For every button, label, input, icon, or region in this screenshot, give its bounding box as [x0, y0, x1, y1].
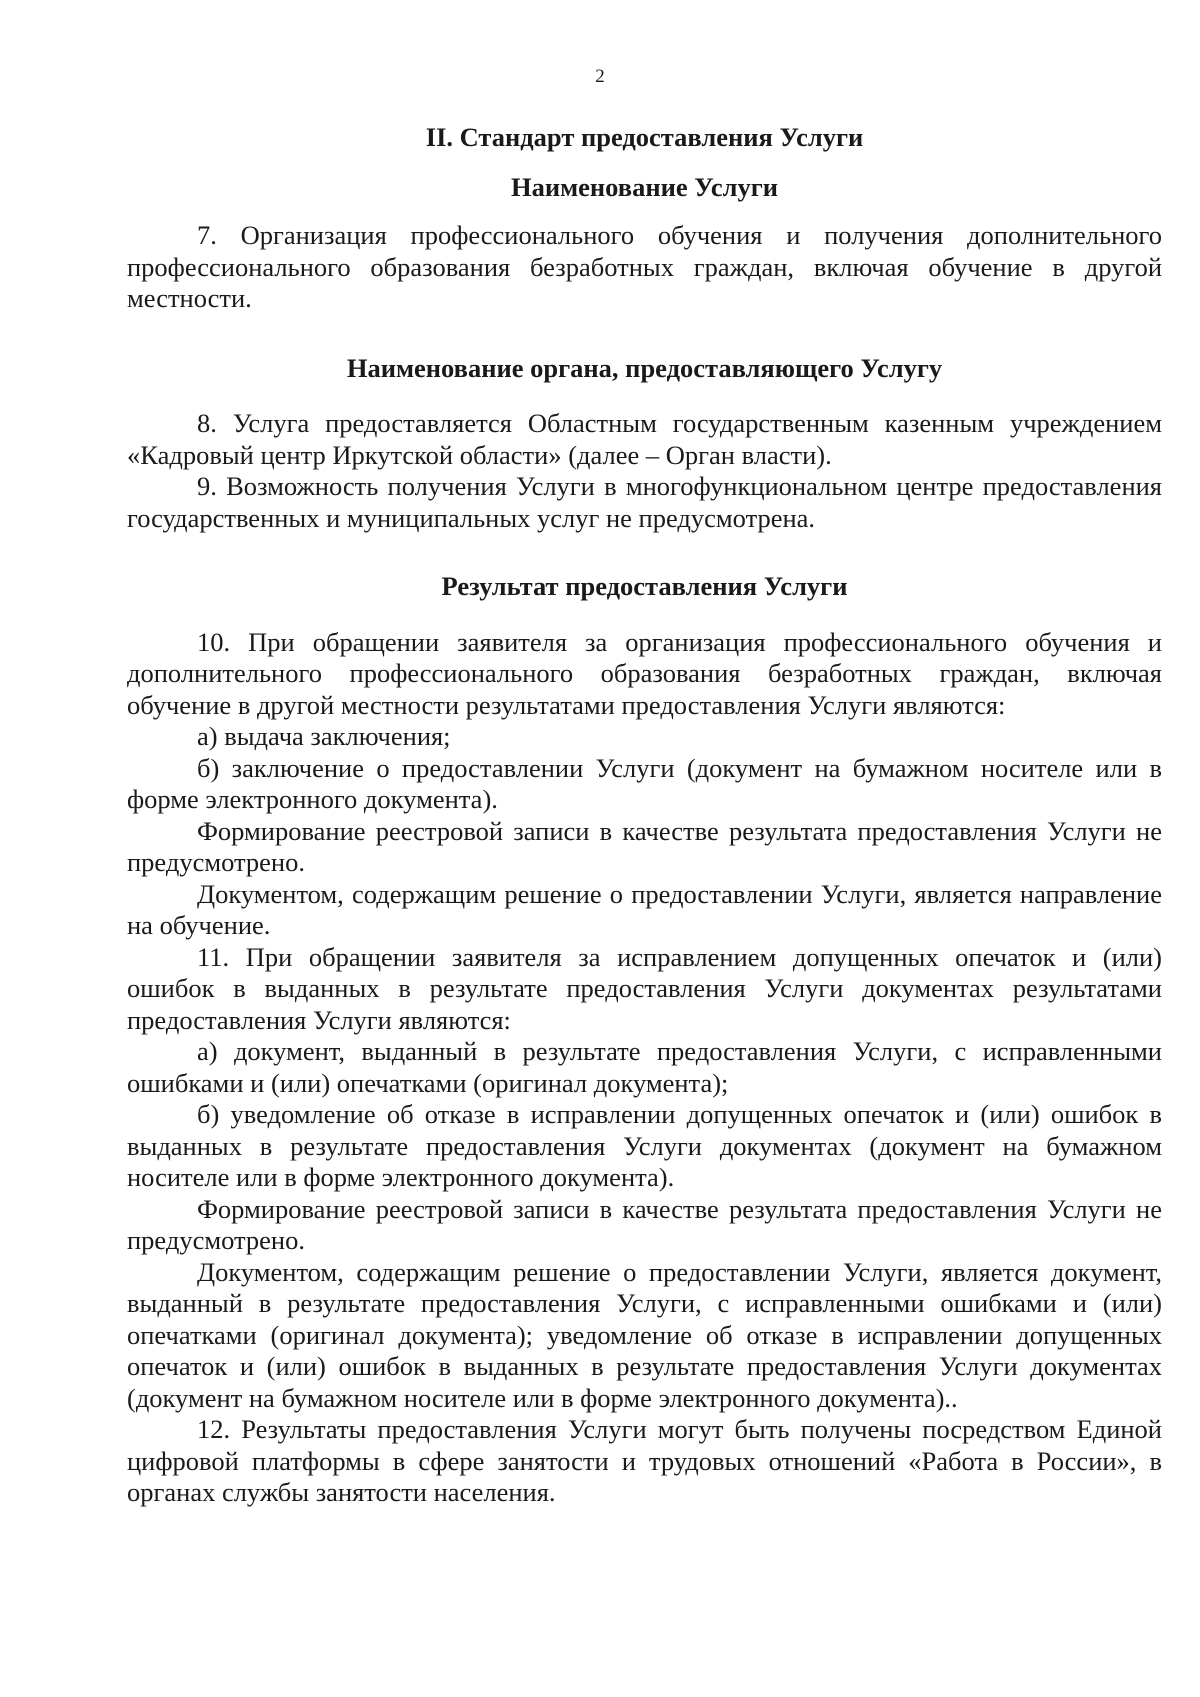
section-title: II. Стандарт предоставления Услуги: [425, 122, 864, 152]
page-number: 2: [595, 66, 605, 87]
paragraph-11a: а) документ, выданный в результате предоставления Услуги, с исправленными ошибками и (или) опечатками (оригинал документа);: [127, 1036, 1162, 1098]
heading-service-result: Результат предоставления Услуги: [441, 571, 848, 601]
paragraph-10b: б) заключение о предоставлении Услуги (документ на бумажном носителе или в форме электронного документа).: [127, 752, 1162, 814]
paragraph-8: 8. Услуга предоставляется Областным государственным казенным учреждением «Кадровый центр Иркутской области» (далее – Орган власти).: [127, 408, 1162, 470]
paragraph-11-decision: Документом, содержащим решение о предоставлении Услуги, является документ, выданный в результате предоставления Услуги, с исправленными ошибками и (или) опечатками (оригинал документа); уведомление об отказе в исправлении допущенных опечаток и (или) ошибок в выданных в результате предоставления Услуги документах (документ на бумажном носителе или в форме электронного документа)..: [127, 1256, 1162, 1413]
paragraph-10-decision: Документом, содержащим решение о предоставлении Услуги, является направление на обучение.: [127, 878, 1162, 940]
paragraph-12: 12. Результаты предоставления Услуги могут быть получены посредством Единой цифровой платформы в сфере занятости и трудовых отношений «Работа в России», в органах службы занятости населения.: [127, 1414, 1162, 1507]
paragraph-11-registry: Формирование реестровой записи в качестве результата предоставления Услуги не предусмотрено.: [127, 1193, 1162, 1255]
paragraph-11: 11. При обращении заявителя за исправлением допущенных опечаток и (или) ошибок в выданных в результате предоставления Услуги документах результатами предоставления Услуги являются:: [127, 941, 1162, 1035]
paragraph-10: 10. При обращении заявителя за организация профессионального обучения и дополнительного профессионального образования безработных граждан, включая обучение в другой местности результатами предоставления Услуги являются:: [127, 626, 1162, 720]
paragraph-9: 9. Возможность получения Услуги в многофункциональном центре предоставления государственных и муниципальных услуг не предусмотрена.: [127, 471, 1162, 533]
heading-providing-body: Наименование органа, предоставляющего Услугу: [346, 352, 943, 383]
paragraph-7: 7. Организация профессионального обучения и получения дополнительного профессионального образования безработных граждан, включая обучение в другой местности.: [127, 220, 1162, 313]
paragraph-11b: б) уведомление об отказе в исправлении допущенных опечаток и (или) ошибок в выданных в результате предоставления Услуги документах (документ на бумажном носителе или в форме электронного документа).: [127, 1099, 1162, 1192]
paragraph-10a: а) выдача заключения;: [197, 721, 451, 751]
heading-service-name: Наименование Услуги: [510, 171, 779, 202]
paragraph-10-registry: Формирование реестровой записи в качестве результата предоставления Услуги не предусмотрено.: [127, 815, 1162, 877]
document-body: [127, 108, 1162, 1509]
